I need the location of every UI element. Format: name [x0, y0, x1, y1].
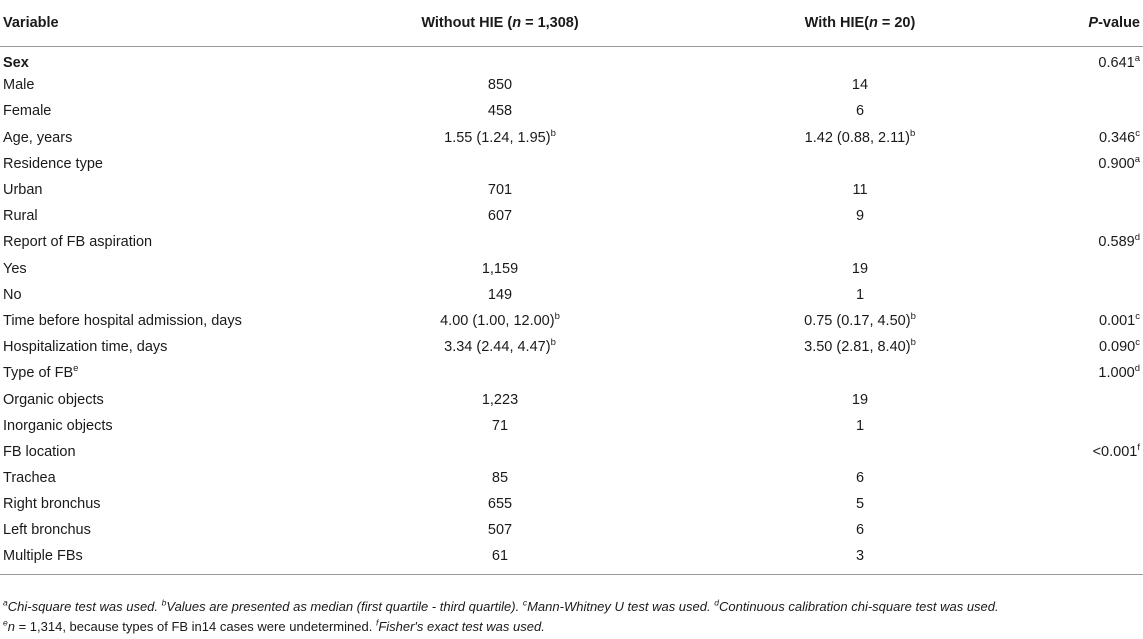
cell-without-hie: 701 [487, 182, 513, 199]
cell-variable: Report of FB aspiration [3, 234, 153, 251]
cell-with-hie: 0.75 (0.17, 4.50)$^b$ [804, 311, 916, 329]
cell-with-hie: 5 [855, 496, 865, 513]
cell-variable: Type of $FB^e$ [3, 363, 79, 382]
cell-with-hie: 6 [855, 522, 865, 539]
cell-p-value: 0.346$^c$ [1098, 127, 1140, 146]
cell-with-hie: 19 [851, 391, 869, 408]
cell-without-hie: 61 [491, 548, 509, 565]
cell-variable: Right bronchus [3, 496, 101, 513]
header-without-hie: Without HIE (n = 1,308) [421, 14, 579, 31]
cell-p-value: 0.589$^d$ [1098, 232, 1140, 251]
cell-with-hie: 9 [855, 208, 865, 225]
cell-with-hie: 1 [855, 417, 865, 434]
table-row [0, 308, 1143, 334]
cell-p-value [1050, 177, 1143, 203]
cell-with-hie: 14 [851, 77, 869, 94]
cell-without-hie: 507 [487, 522, 513, 539]
cell-without-hie [330, 360, 670, 386]
cell-with-hie [670, 151, 1050, 177]
footnote-line-1: $^a$Chi-square test was used. $^b$Values are presented as median (first quartile - third quartile). $^c$Mann-Whitney U test was used. $^d$Continuous calibration chi-square test was used. [3, 597, 999, 614]
cell-with-hie [670, 46, 1050, 72]
cell-with-hie [670, 360, 1050, 386]
cell-p-value [1050, 491, 1143, 517]
cell-with-hie: 1.42 (0.88, 2.11)$^b$ [804, 127, 916, 146]
cell-with-hie: 3.50 (2.81, 8.40)$^b$ [804, 337, 916, 356]
cell-with-hie [670, 229, 1050, 255]
cell-with-hie [670, 439, 1050, 465]
cell-p-value: <0.001$^f$ [1092, 442, 1140, 460]
table-row [0, 151, 1143, 177]
cell-variable: Male [3, 77, 35, 94]
cell-variable: Sex [3, 55, 29, 72]
cell-without-hie: 1.55 (1.24, 1.95)$^b$ [444, 127, 556, 146]
table-row [0, 544, 1143, 575]
table-footnotes [3, 597, 1140, 637]
cell-p-value [1050, 386, 1143, 412]
cell-variable: Inorganic objects [3, 417, 113, 434]
cell-variable: Organic objects [3, 391, 104, 408]
table-row [0, 465, 1143, 491]
cell-variable: No [3, 286, 22, 303]
cell-without-hie [330, 229, 670, 255]
cell-without-hie: 1,159 [481, 260, 519, 277]
cell-with-hie: 3 [855, 548, 865, 565]
table-row [0, 203, 1143, 229]
cell-p-value [1050, 544, 1143, 575]
table-row [0, 46, 1143, 72]
cell-variable: Hospitalization time, days [3, 339, 168, 356]
cell-without-hie: 607 [487, 208, 513, 225]
cell-variable: Female [3, 103, 52, 120]
cell-without-hie: 3.34 (2.44, 4.47)$^b$ [444, 337, 556, 356]
cell-variable: Time before hospital admission, days [3, 312, 242, 329]
cell-without-hie: 85 [491, 470, 509, 487]
cell-without-hie: 71 [491, 417, 509, 434]
header-row [0, 0, 1143, 46]
table-row [0, 360, 1143, 386]
cell-p-value [1050, 256, 1143, 282]
cell-p-value: 0.001$^c$ [1098, 311, 1140, 329]
footnote-line-2: $^e$n = 1,314, because types of FB in14 cases were undetermined. $^f$Fisher's exact test was used. [3, 617, 545, 634]
cell-variable: Residence type [3, 155, 103, 172]
table-row [0, 334, 1143, 360]
cell-with-hie: 6 [855, 470, 865, 487]
cell-variable: Age, years [3, 129, 73, 146]
cell-p-value [1050, 98, 1143, 124]
cell-p-value [1050, 282, 1143, 308]
cell-p-value [1050, 465, 1143, 491]
cell-without-hie [330, 151, 670, 177]
cell-variable: Yes [3, 260, 27, 277]
header-variable: Variable [3, 14, 59, 31]
cell-p-value: 0.090$^c$ [1098, 337, 1140, 356]
cell-p-value [1050, 203, 1143, 229]
cell-p-value: 0.641$^a$ [1098, 53, 1140, 72]
cell-p-value [1050, 517, 1143, 543]
table-row [0, 229, 1143, 255]
cell-variable: Left bronchus [3, 522, 91, 539]
cell-variable: Trachea [3, 470, 56, 487]
cell-without-hie: 149 [487, 286, 513, 303]
cell-with-hie: 1 [855, 286, 865, 303]
cell-variable: Rural [3, 208, 38, 225]
cell-p-value: 1.000$^d$ [1098, 363, 1140, 382]
header-with-hie: With HIE(n = 20) [804, 14, 916, 31]
cell-without-hie: 458 [487, 103, 513, 120]
cell-without-hie [330, 439, 670, 465]
cell-without-hie: 1,223 [481, 391, 519, 408]
table-row [0, 98, 1143, 124]
cell-p-value [1050, 413, 1143, 439]
table-row [0, 491, 1143, 517]
table-row [0, 282, 1143, 308]
cell-p-value [1050, 72, 1143, 98]
cell-with-hie: 11 [852, 182, 868, 199]
cell-variable: FB location [3, 443, 76, 460]
cell-without-hie: 850 [487, 77, 513, 94]
table-row [0, 439, 1143, 465]
table-row [0, 413, 1143, 439]
cell-without-hie: 655 [487, 496, 513, 513]
table-row [0, 256, 1143, 282]
cell-variable: Multiple FBs [3, 548, 83, 565]
table-row [0, 517, 1143, 543]
cell-without-hie [330, 46, 670, 72]
table-row [0, 177, 1143, 203]
table-row [0, 386, 1143, 412]
cell-p-value: 0.900$^a$ [1098, 154, 1140, 172]
header-p-value: P-value [1088, 14, 1140, 31]
table-body [0, 46, 1143, 575]
cell-without-hie: 4.00 (1.00, 12.00)$^b$ [440, 311, 560, 329]
table-header [0, 0, 1143, 46]
cell-variable: Urban [3, 182, 43, 199]
cell-with-hie: 6 [855, 103, 865, 120]
table-row [0, 72, 1143, 98]
table-row [0, 125, 1143, 151]
cell-with-hie: 19 [851, 260, 869, 277]
